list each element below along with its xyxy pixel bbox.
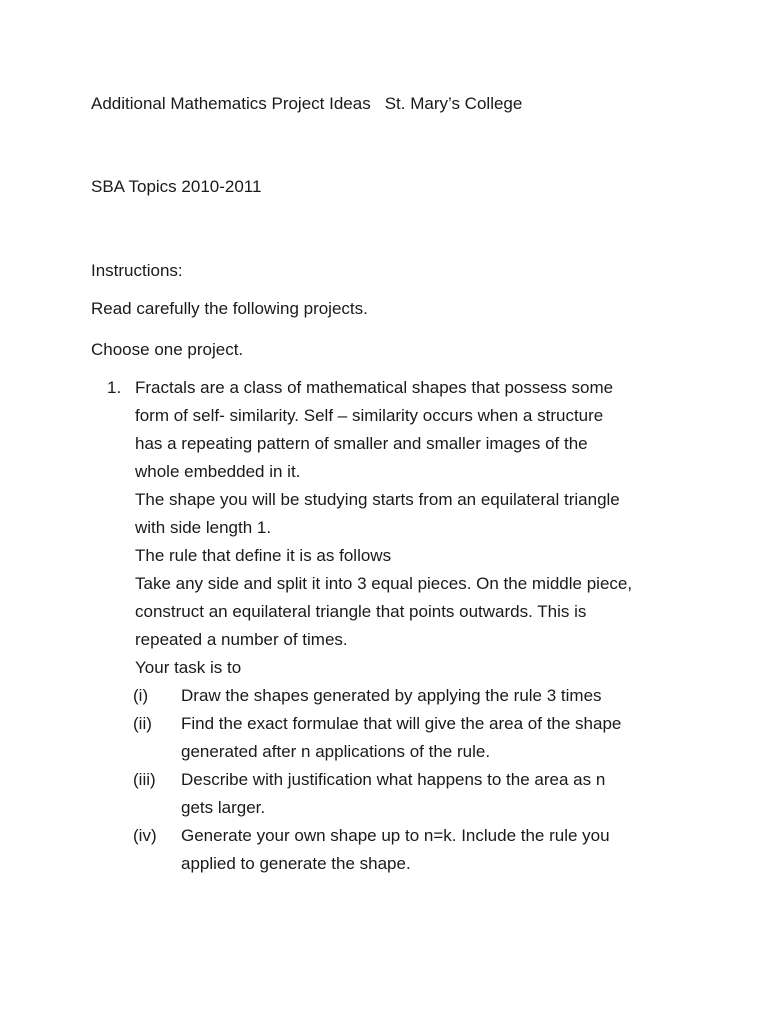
instruction-line: Choose one project.: [91, 340, 244, 359]
title-right: St. Mary’s College: [384, 94, 523, 113]
task-line: generated after n applications of the rule.: [181, 742, 491, 761]
task-item: [135, 766, 687, 822]
paragraph-line: whole embedded in it.: [135, 462, 301, 481]
project-number: 1.: [107, 378, 122, 397]
paragraph-line: repeated a number of times.: [135, 630, 348, 649]
task-line: applied to generate the shape.: [181, 854, 411, 873]
title-left: Additional Mathematics Project Ideas: [91, 94, 371, 113]
task-marker: (i): [133, 686, 149, 705]
paragraph-line: form of self- similarity. Self – similarity occurs when a structure: [135, 406, 604, 425]
paragraph-line: Take any side and split it into 3 equal pieces. On the middle piece,: [135, 574, 633, 593]
task-line: Generate your own shape up to n=k. Include the rule you: [181, 826, 610, 845]
paragraph-line: Fractals are a class of mathematical shapes that possess some: [135, 378, 614, 397]
task-line: gets larger.: [181, 798, 266, 817]
task-item: [135, 710, 687, 766]
paragraph-line: construct an equilateral triangle that points outwards. This is: [135, 602, 587, 621]
task-line: Find the exact formulae that will give the area of the shape: [181, 714, 622, 733]
document-subtitle: SBA Topics 2010-2011: [91, 177, 262, 196]
project-body: [135, 374, 687, 878]
paragraph-line: Your task is to: [135, 658, 242, 677]
paragraph-line: The rule that define it is as follows: [135, 546, 392, 565]
task-marker: (ii): [133, 714, 152, 733]
task-marker: (iii): [133, 770, 156, 789]
document-title: [91, 90, 522, 118]
task-line: Draw the shapes generated by applying the rule 3 times: [181, 686, 602, 705]
paragraph-line: with side length 1.: [135, 518, 272, 537]
instructions-heading: Instructions:: [91, 261, 183, 280]
task-marker: (iv): [133, 826, 157, 845]
paragraph-line: The shape you will be studying starts from an equilateral triangle: [135, 490, 620, 509]
task-list: [135, 682, 687, 878]
task-item: [135, 822, 687, 878]
paragraph-line: has a repeating pattern of smaller and smaller images of the: [135, 434, 588, 453]
instruction-line: Read carefully the following projects.: [91, 299, 368, 318]
task-item: [135, 682, 687, 710]
task-line: Describe with justification what happens to the area as n: [181, 770, 606, 789]
